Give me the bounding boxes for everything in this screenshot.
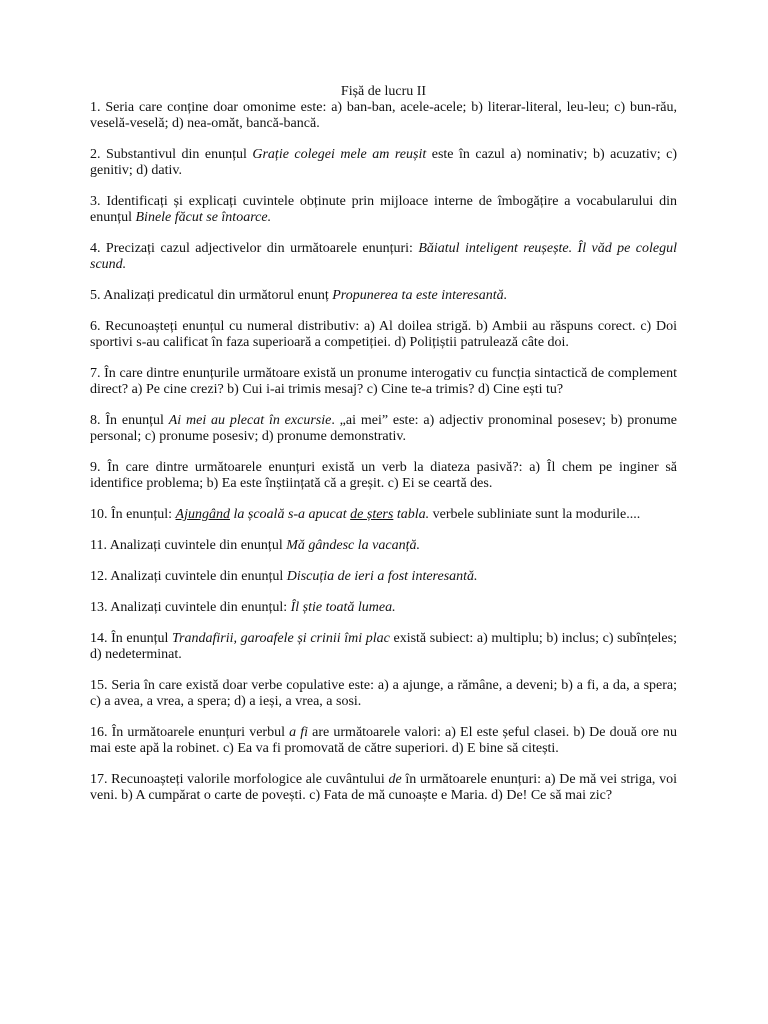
question-13 [90,600,677,616]
question-5 [90,288,677,304]
question-text: 4. Precizați cazul adjectivelor din următoarele enunțuri: [90,241,419,256]
question-9 [90,460,677,492]
question-text: . [416,538,420,553]
question-text: 2. Substantivul din enunțul [90,147,253,162]
question-text: 16. În următoarele enunțuri verbul [90,725,290,740]
question-text: este în cazul a) nominativ; b) acuzativ; c) genitiv; d) dativ. [90,147,677,178]
example-sentence: Băiatul inteligent reușește. Îl văd pe colegul scund [90,241,677,272]
question-text: . [392,600,396,615]
question-text: 15. Seria în care există doar verbe copulative este: a) a ajunge, a rămâne, a deveni; b) a fi, a da, a spera; c) a avea, a vrea, a spera; d) a ieși, a vrea, a sosi. [90,678,677,709]
question-11 [90,538,677,554]
underlined-verb: Ajungând [175,507,230,522]
question-4 [90,241,677,273]
question-6 [90,319,677,351]
question-15 [90,678,677,710]
example-sentence: Trandafirii, garoafele și crinii îmi plac [172,631,390,646]
question-17 [90,772,677,804]
question-3 [90,194,677,226]
question-text: există subiect: a) multiplu; b) inclus; c) subînțeles; d) nedeterminat. [90,631,677,662]
question-text: . [267,210,272,225]
example-sentence: la școală s-a apucat [230,507,351,522]
question-1 [90,100,677,132]
question-8 [90,413,677,445]
question-text: 11. Analizați cuvintele din enunțul [90,538,287,553]
question-16 [90,725,677,757]
example-sentence: Binele făcut se întoarce [135,210,268,225]
question-12 [90,569,677,585]
question-text: 10. În enunțul: [90,507,176,522]
example-word: de [388,772,402,787]
question-text: 17. Recunoașteți valorile morfologice ale cuvântului [90,772,389,787]
question-text: 3. Identificați și explicați cuvintele obținute prin mijloace interne de îmbogățire a vocabularului din enunțul [90,194,677,225]
example-sentence: Propunerea ta este interesantă [332,288,504,303]
question-7 [90,366,677,398]
question-text: 6. Recunoașteți enunțul cu numeral distributiv: a) Al doilea strigă. b) Ambii au răspuns corect. c) Doi sportivi s-au calificat în faza superioară a competiției. d) Polițiștii patrulează câte doi. [90,319,677,350]
question-text: verbele subliniate sunt la modurile.... [429,507,641,522]
question-text: în următoarele enunțuri: a) De mă vei striga, voi veni. b) A cumpărat o carte de povești. c) Fata de mă cunoaște e Maria. d) De! Ce să mai zic? [90,772,677,803]
worksheet [90,84,677,819]
question-text: 12. Analizați cuvintele din enunțul [90,569,287,584]
question-text: 5. Analizați predicatul din următorul enunț [90,288,333,303]
question-text: 14. În enunțul [90,631,173,646]
question-text: are următoarele valori: a) El este șeful clasei. b) De două ore nu mai este apă la robinet. c) Ea va fi promovată de către superiori. d) E bine să citești. [90,725,677,756]
example-sentence: Mă gândesc la vacanță [286,538,417,553]
question-text: . [474,569,478,584]
example-sentence: Îl știe toată lumea [290,600,393,615]
example-sentence: Discuția de ieri a fost interesantă [286,569,475,584]
worksheet-title: Fișă de lucru II [340,84,427,99]
question-text: . [122,257,127,272]
question-10 [90,507,677,523]
question-text: 1. Seria care conține doar omonime este: a) ban-ban, acele-acele; b) literar-literal, leu-leu; c) bun-rău, veselă-veselă; d) nea-omăt, bancă-bancă. [90,100,677,131]
question-text: 7. În care dintre enunțurile următoare există un pronume interogativ cu funcția sintactică de complement direct? a) Pe cine crezi? b) Cui i-ai trimis mesaj? c) Cine te-a trimis? d) Cine ești tu? [90,366,677,397]
question-text: 13. Analizați cuvintele din enunțul: [90,600,291,615]
example-sentence: tabla. [393,507,430,522]
underlined-verb: de șters [350,507,394,522]
example-sentence: Grație colegei mele am reușit [252,147,427,162]
example-sentence: Ai mei au plecat în excursie [168,413,332,428]
question-text: . [503,288,508,303]
question-text: 8. În enunțul [90,413,169,428]
question-text: 9. În care dintre următoarele enunțuri există un verb la diateza pasivă?: a) Îl chem pe inginer să identifice problema; b) Ea este înștiințată că a greșit. c) Ei se ceartă des. [90,460,677,491]
example-word: a fi [289,725,309,740]
question-2 [90,147,677,179]
question-14 [90,631,677,663]
question-text: . „ai mei” este: a) adjectiv pronominal posesev; b) pronume personal; c) pronume posesiv; d) pronume demonstrativ. [90,413,677,444]
